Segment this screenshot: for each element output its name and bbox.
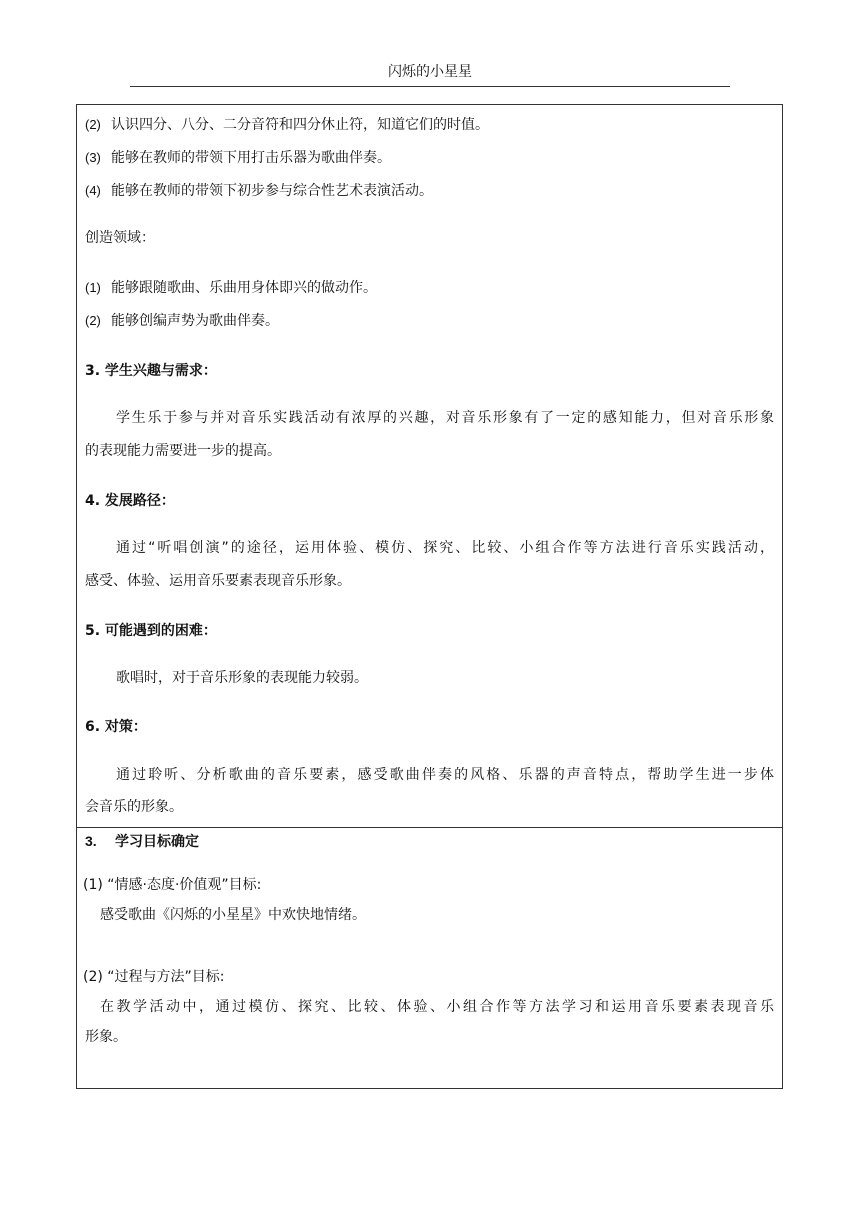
list-item: (4) 能够在教师的带领下初步参与综合性艺术表演活动。: [85, 183, 433, 199]
page-header: [130, 62, 730, 87]
paragraph-interest-1: 学生乐于参与并对音乐实践活动有浓厚的兴趣，对音乐形象有了一定的感知能力，但对音乐形象: [116, 410, 774, 426]
paragraph-path-1: 通过“听唱创演”的途径，运用体验、模仿、探究、比较、小组合作等方法进行音乐实践活动，: [116, 540, 774, 556]
paragraph-strategy-1: 通过聆听、分析歌曲的音乐要素，感受歌曲伴奏的风格、乐器的声音特点，帮助学生进一步体: [116, 767, 774, 783]
paragraph-path-2: 感受、体验、运用音乐要素表现音乐形象。: [85, 573, 351, 589]
goal-1-text: 感受歌曲《闪烁的小星星》中欢快地情绪。: [100, 907, 366, 923]
table-row-divider: [77, 827, 782, 828]
list-item: (3) 能够在教师的带领下用打击乐器为歌曲伴奏。: [85, 150, 391, 166]
heading-interest: 3. 学生兴趣与需求：: [85, 363, 217, 379]
goal-2-text-2: 形象。: [85, 1029, 127, 1045]
goal-2-text-1: 在教学活动中，通过模仿、探究、比较、体验、小组合作等方法学习和运用音乐要素表现音乐: [100, 999, 774, 1015]
goal-1-heading: (1) “情感·态度·价值观”目标:: [83, 877, 262, 893]
section-title: 3. 学习目标确定: [85, 833, 199, 850]
list-item: (2) 能够创编声势为歌曲伴奏。: [85, 313, 279, 329]
lesson-plan-table: [76, 104, 783, 1089]
heading-strategy: 6. 对策：: [85, 719, 147, 735]
list-item: (1) 能够跟随歌曲、乐曲用身体即兴的做动作。: [85, 280, 377, 296]
goal-2-heading: (2) “过程与方法”目标:: [83, 969, 225, 985]
heading-path: 4. 发展路径：: [85, 493, 175, 509]
list-item: (2) 认识四分、八分、二分音符和四分休止符，知道它们的时值。: [85, 117, 489, 133]
page-header-title: 闪烁的小星星: [388, 64, 472, 80]
paragraph-strategy-2: 会音乐的形象。: [85, 799, 183, 815]
create-domain-heading: 创造领域：: [85, 230, 155, 246]
paragraph-difficulty: 歌唱时，对于音乐形象的表现能力较弱。: [116, 670, 368, 686]
heading-difficulty: 5. 可能遇到的困难：: [85, 623, 217, 639]
paragraph-interest-2: 的表现能力需要进一步的提高。: [85, 443, 281, 459]
